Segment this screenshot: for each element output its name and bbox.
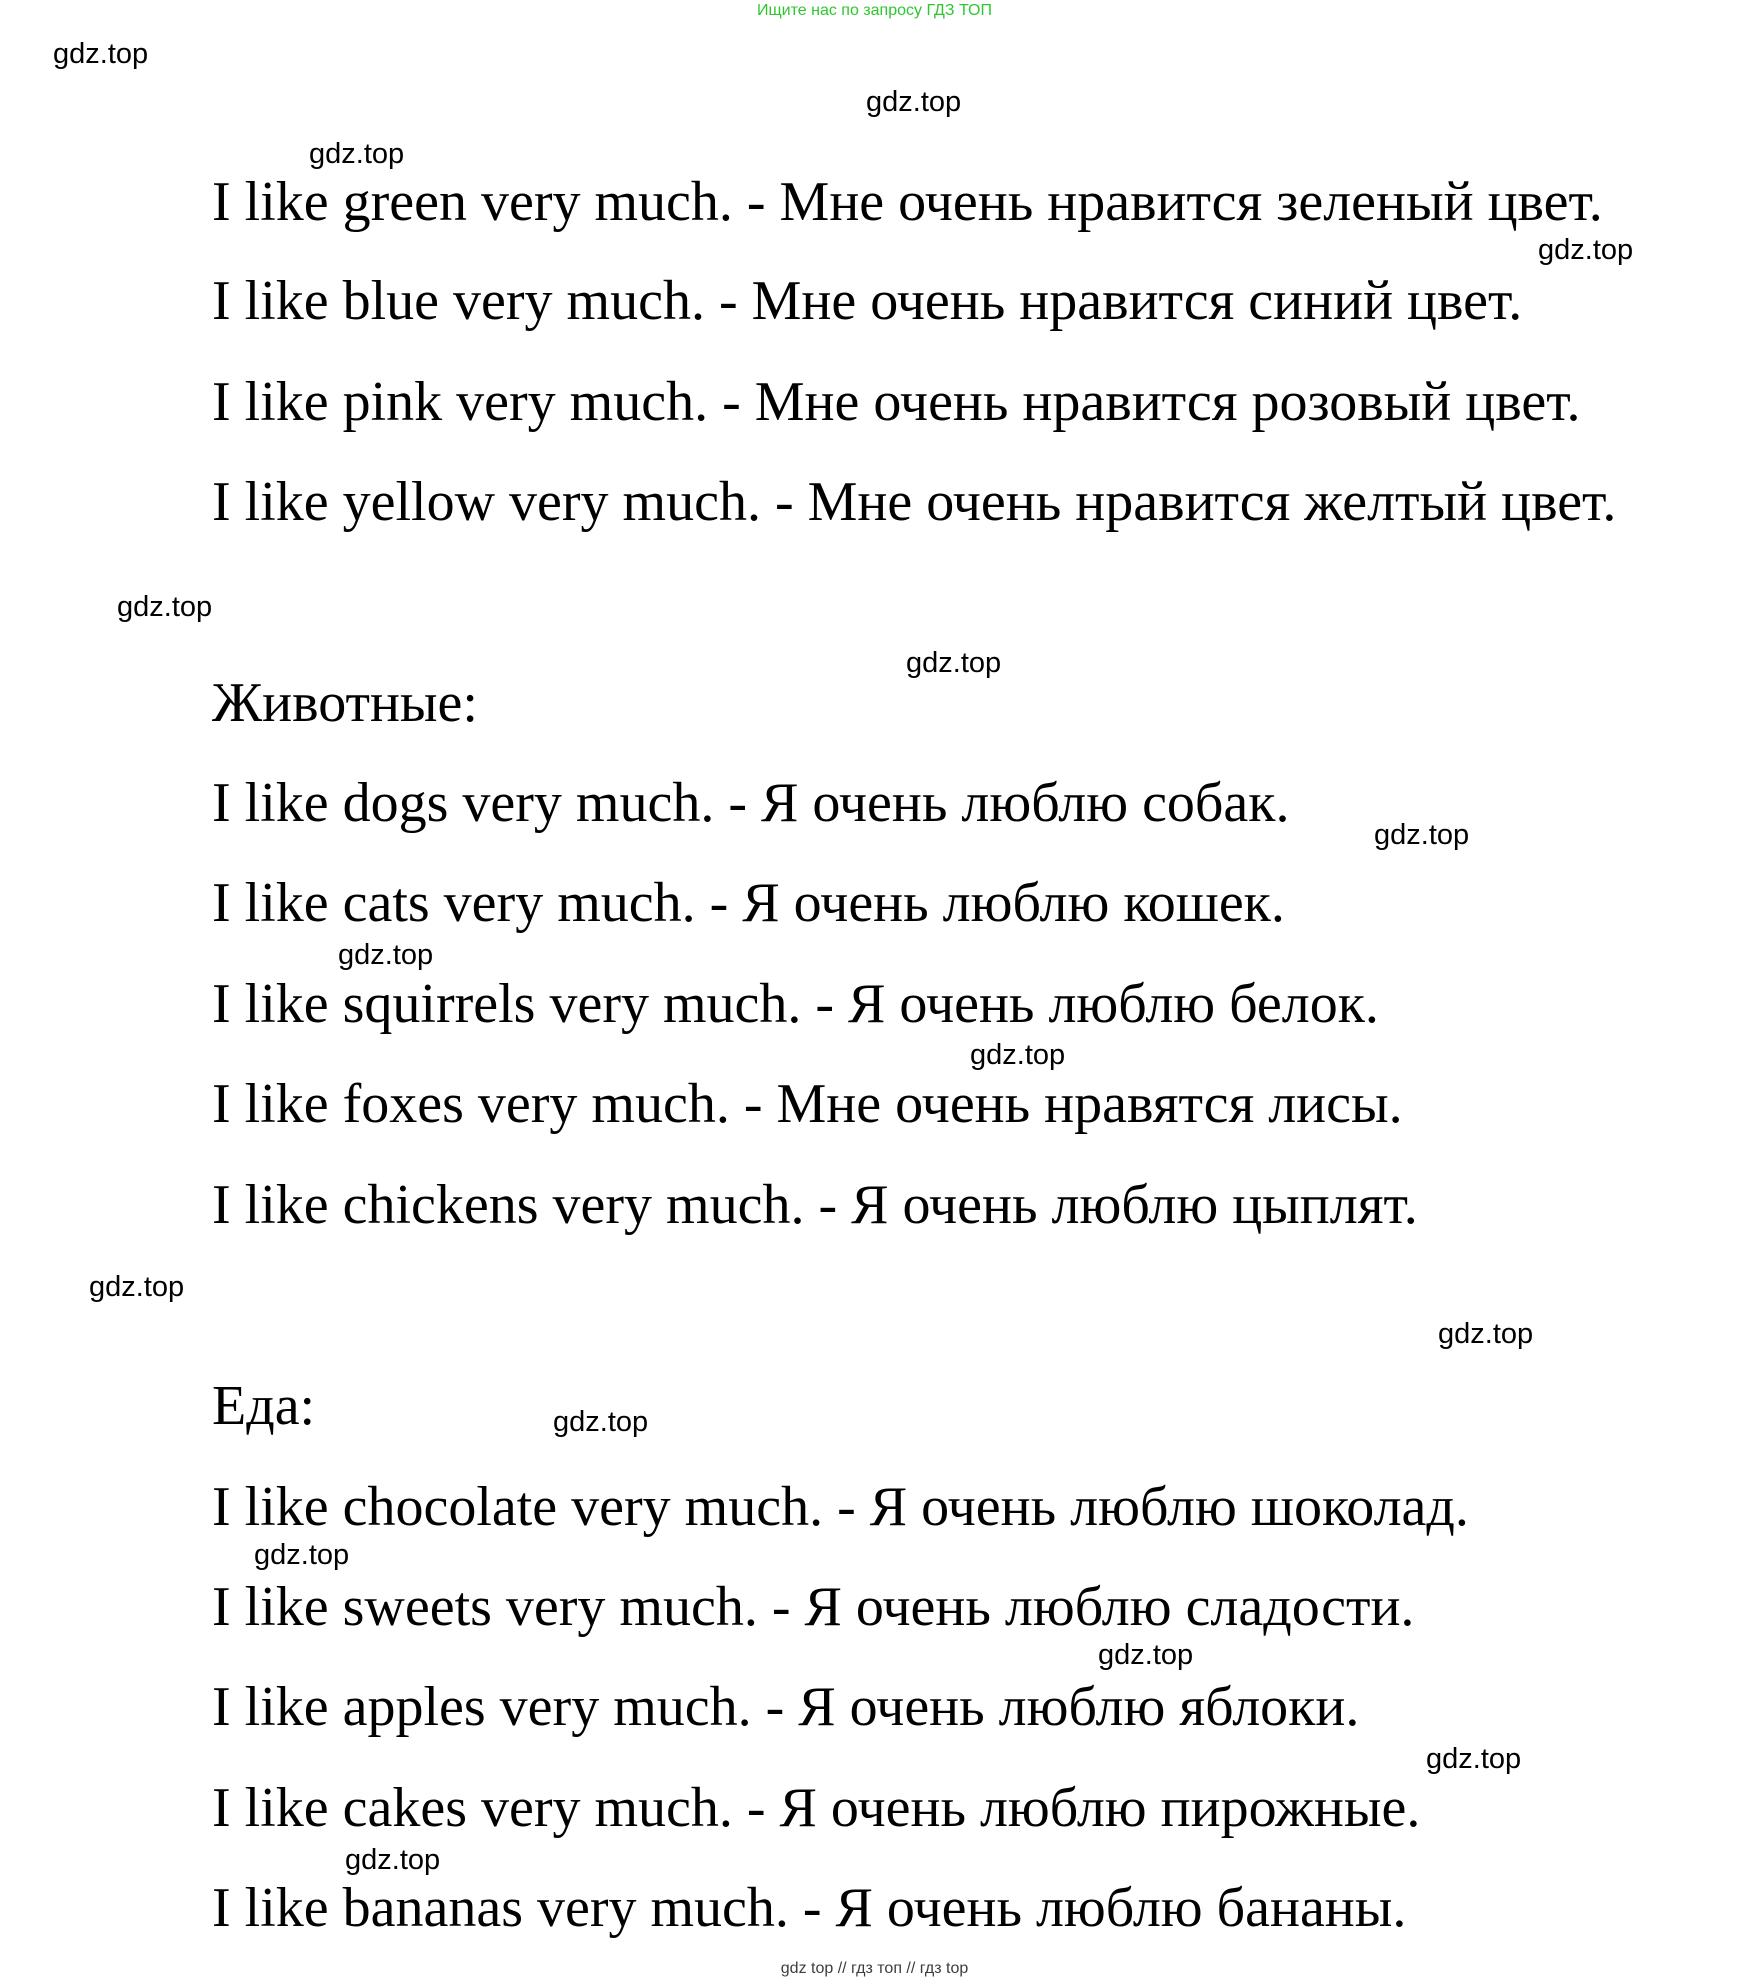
food-line-apples: I like apples very much. - Я очень люблю яблоки. [212, 1676, 1360, 1738]
animals-line-cats: I like cats very much. - Я очень люблю кошек. [212, 872, 1285, 934]
watermark: gdz.top [254, 1539, 350, 1571]
watermark: gdz.top [553, 1406, 649, 1438]
food-line-chocolate: I like chocolate very much. - Я очень люблю шоколад. [212, 1476, 1469, 1538]
bottom-banner: gdz top // гдз топ // гдз top [780, 1960, 969, 1977]
animals-line-foxes: I like foxes very much. - Мне очень нравятся лисы. [212, 1073, 1403, 1135]
watermark: gdz.top [338, 939, 434, 971]
colors-line-pink: I like pink very much. - Мне очень нравится розовый цвет. [212, 371, 1581, 433]
animals-line-dogs: I like dogs very much. - Я очень люблю собак. [212, 772, 1290, 834]
animals-heading: Животные: [212, 672, 478, 734]
watermark: gdz.top [89, 1271, 185, 1303]
watermark: gdz.top [866, 86, 962, 118]
watermark: gdz.top [1438, 1318, 1534, 1350]
colors-line-blue: I like blue very much. - Мне очень нравится синий цвет. [212, 270, 1523, 332]
watermark: gdz.top [309, 138, 405, 170]
watermark: gdz.top [53, 38, 149, 70]
watermark: gdz.top [970, 1039, 1066, 1071]
watermark: gdz.top [906, 647, 1002, 679]
watermark: gdz.top [1098, 1639, 1194, 1671]
food-line-bananas: I like bananas very much. - Я очень люблю бананы. [212, 1877, 1407, 1939]
animals-line-squirrels: I like squirrels very much. - Я очень люблю белок. [212, 973, 1379, 1035]
food-line-sweets: I like sweets very much. - Я очень люблю сладости. [212, 1576, 1415, 1638]
food-heading: Еда: [212, 1375, 316, 1437]
food-line-cakes: I like cakes very much. - Я очень люблю пирожные. [212, 1777, 1421, 1839]
watermark: gdz.top [345, 1844, 441, 1876]
watermark: gdz.top [1374, 819, 1470, 851]
top-banner: Ищите нас по запросу ГДЗ ТОП [757, 2, 992, 19]
watermark: gdz.top [1426, 1743, 1522, 1775]
watermark: gdz.top [117, 591, 213, 623]
colors-line-green: I like green very much. - Мне очень нравится зеленый цвет. [212, 171, 1603, 233]
animals-line-chickens: I like chickens very much. - Я очень люблю цыплят. [212, 1174, 1418, 1236]
colors-line-yellow: I like yellow very much. - Мне очень нравится желтый цвет. [212, 471, 1617, 533]
watermark: gdz.top [1538, 234, 1634, 266]
